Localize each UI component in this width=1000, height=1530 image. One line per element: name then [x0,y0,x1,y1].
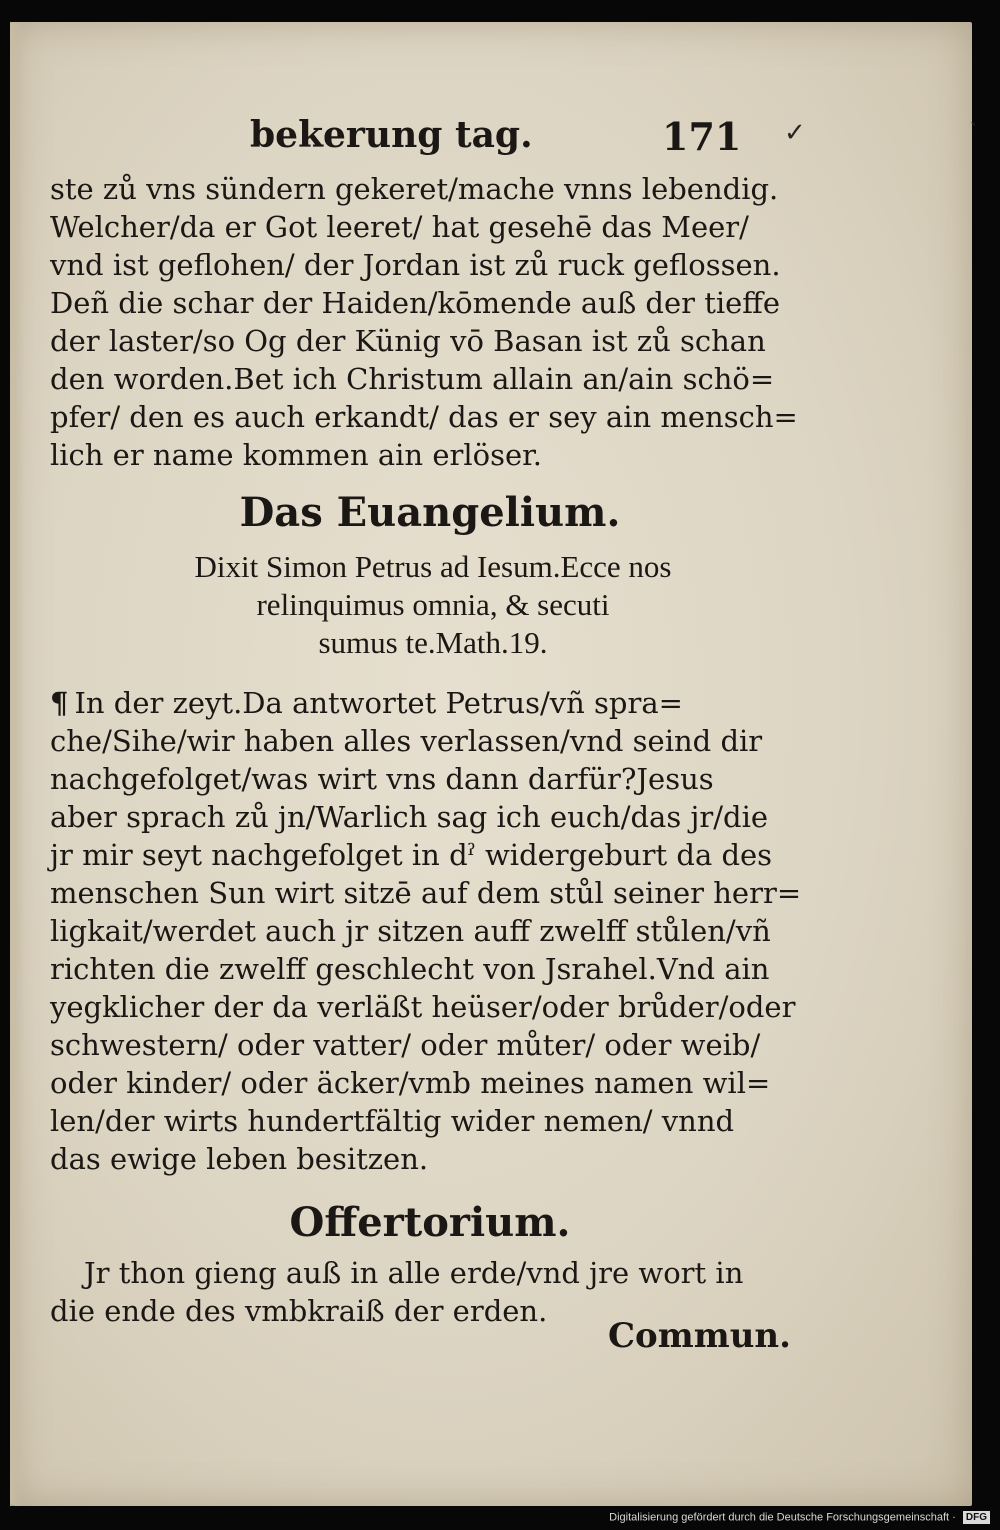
text-block [50,114,802,1330]
running-head [50,114,780,170]
text-line: das ewige leben besitzen. [50,1142,429,1176]
text-line: ligkait/werdet auch jr sitzen auff zwelff stůlen/vñ [50,914,771,948]
text-line: menschen Sun wirt sitzē auf dem stůl seiner herr= [50,876,802,910]
page-number: 171 [662,114,742,159]
gospel-heading: Das Euangelium. [239,489,621,536]
latin-line: sumus te.Math.19. [318,625,548,660]
text-fragment: In der zeyt.Da antwortet Petrus/vñ spra= [74,686,683,720]
text-line: lich er name kommen ain erlöser. [50,438,543,472]
text-line: ste zů vns sündern gekeret/mache vnns lebendig. [50,172,779,206]
text-line: nachgefolget/was wirt vns dann darfür?Jesus [50,762,714,796]
paragraph-introit [50,170,798,474]
latin-line: Dixit Simon Petrus ad Iesum.Ecce nos [194,549,672,584]
text-line: richten die zwelff geschlecht von Jsrahel.Vnd ain [50,952,770,986]
text-line: vnd ist geflohen/ der Jordan ist zů ruck geflossen. [50,248,781,282]
pilcrow-mark: ¶ [50,686,69,720]
text-line: Deñ die schar der Haiden/kōmende auß der tieffe [50,286,781,320]
book-page [10,22,977,1506]
text-line: oder kinder/ oder äcker/vmb meines namen wil= [50,1066,771,1100]
footer-credit [609,1511,990,1524]
text-line: che/Sihe/wir haben alles verlassen/vnd seind dir [50,724,763,758]
text-line: der laster/so Og der Künig vō Basan ist zů schan [50,324,766,358]
text-line: Welcher/da er Got leeret/ hat gesehē das Meer/ [50,210,749,244]
dfg-logo: DFG [963,1511,990,1524]
text-line: jr mir seyt nachgefolget in dˀ widergeburt da des [50,838,773,872]
text-line: pfer/ den es auch erkandt/ das er sey ain mensch= [50,400,798,434]
latin-line: relinquimus omnia, & secuti [256,587,610,622]
text-line: aber sprach zů jn/Warlich sag ich euch/das jr/die [50,800,769,834]
ink-mark: ˎ [970,102,977,126]
text-line: Jr thon gieng auß in alle erde/vnd jre wort in [84,1256,744,1290]
text-line: len/der wirts hundertfältig wider nemen/ vnnd [50,1104,735,1138]
text-line: schwestern/ oder vatter/ oder můter/ oder weib/ [50,1028,761,1062]
text-line [50,684,780,722]
text-line: die ende des vmbkraiß der erden. [50,1294,548,1328]
offertory-heading: Offertorium. [289,1199,571,1246]
latin-verse [86,548,780,662]
catchword: Commun. [608,1316,791,1356]
running-title: bekerung tag. [250,114,533,156]
footer-text: Digitalisierung gefördert durch die Deutsche Forschungsgemeinschaft · [609,1511,956,1524]
text-line: yegklicher der da verläßt heüser/oder brůder/oder [50,990,796,1024]
ink-mark: ✓ [784,118,806,148]
text-line: den worden.Bet ich Christum allain an/ain schö= [50,362,775,396]
gospel-paragraph [50,684,802,1178]
